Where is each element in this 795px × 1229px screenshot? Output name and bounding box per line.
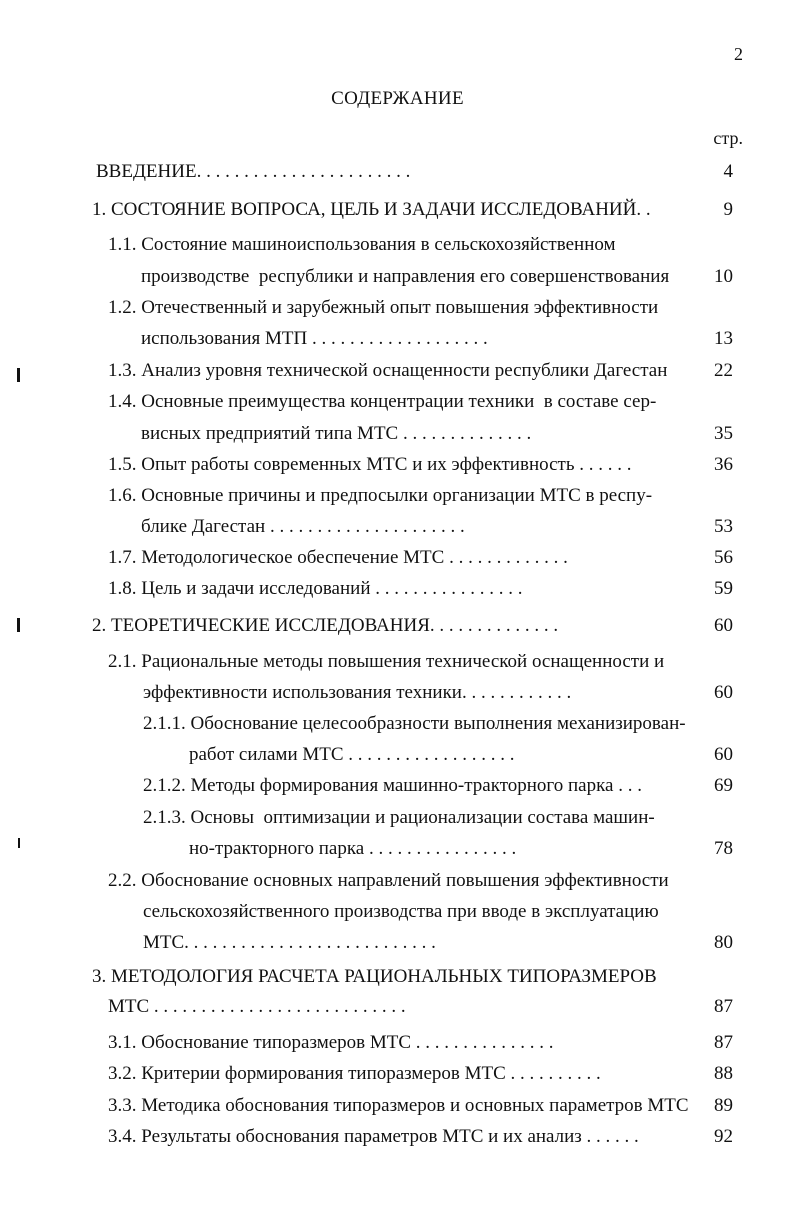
toc-entry-title: 2.1.3. Основы оптимизации и рационализации состава машин- [143,807,655,828]
toc-entry-title-cont: эффективности использования техники. . . . . . . . . . . . [143,682,572,703]
toc-entry-title: 2.2. Обоснование основных направлений повышения эффективности [108,870,669,891]
toc-entry-title: 1.4. Основные преимущества концентрации техники в составе сер- [108,391,657,412]
toc-entry-title-cont: сельскохозяйственного производства при вводе в эксплуатацию [143,901,659,922]
toc-entry-page: 10 [714,266,733,287]
toc-entry-title: 2.1.1. Обоснование целесообразности выполнения механизирован- [143,713,686,734]
toc-entry-title: 1.2. Отечественный и зарубежный опыт повышения эффективности [108,297,659,318]
toc-entry-title-cont: блике Дагестан . . . . . . . . . . . . . . . . . . . . . [141,516,465,537]
toc-entry-title-cont: висных предприятий типа МТС . . . . . . . . . . . . . . [141,423,532,444]
toc-entry-page: 89 [714,1095,733,1116]
toc-entry-title: 1.7. Методологическое обеспечение МТС . . . . . . . . . . . . . [108,547,568,568]
toc-entry-title-cont: МТС . . . . . . . . . . . . . . . . . . . . . . . . . . . [108,996,406,1017]
toc-entry-page: 92 [714,1126,733,1147]
toc-entry-title-cont: МТС. . . . . . . . . . . . . . . . . . . . . . . . . . . [143,932,436,953]
toc-entry-page: 13 [714,328,733,349]
toc-entry-title: 1.3. Анализ уровня технической оснащенности республики Дагестан [108,360,668,381]
toc-entry-page: 60 [714,615,733,636]
toc-entry-title-cont: использования МТП . . . . . . . . . . . . . . . . . . . [141,328,488,349]
toc-entry-page: 87 [714,996,733,1017]
toc-entry-title: 3.3. Методика обоснования типоразмеров и основных параметров МТС [108,1095,689,1116]
toc-entry-title-cont: но-тракторного парка . . . . . . . . . . . . . . . . [189,838,517,859]
toc-entry-page: 35 [714,423,733,444]
toc-entry-page: 36 [714,454,733,475]
toc-entry-page: 88 [714,1063,733,1084]
toc-entry-title: 2.1. Рациональные методы повышения технической оснащенности и [108,651,665,672]
toc-entry-page: 4 [723,161,733,182]
toc-entry-page: 9 [723,199,733,220]
scan-margin-mark [17,618,20,632]
toc-entry-title: 3.4. Результаты обоснования параметров МТС и их анализ . . . . . . [108,1126,639,1147]
toc-entry-title: 3.2. Критерии формирования типоразмеров МТС . . . . . . . . . . [108,1063,601,1084]
toc-entry-title: 1.5. Опыт работы современных МТС и их эффективность . . . . . . [108,454,632,475]
toc-entry-page: 53 [714,516,733,537]
toc-entry-page: 87 [714,1032,733,1053]
toc-entry-page: 60 [714,682,733,703]
toc-entry-page: 59 [714,578,733,599]
toc-entry-title-cont: производстве республики и направления его совершенствования [141,266,670,287]
page-title: СОДЕРЖАНИЕ [331,88,464,109]
toc-entry-title: 2. ТЕОРЕТИЧЕСКИЕ ИССЛЕДОВАНИЯ. . . . . . . . . . . . . . [92,615,559,636]
toc-entry-page: 80 [714,932,733,953]
toc-entry-title: 1.6. Основные причины и предпосылки организации МТС в респу- [108,485,653,506]
page-number: 2 [734,44,743,64]
toc-entry-title: ВВЕДЕНИЕ. . . . . . . . . . . . . . . . . . . . . . . [96,161,411,182]
toc-entry-title: 3.1. Обоснование типоразмеров МТС . . . . . . . . . . . . . . . [108,1032,554,1053]
toc-entry-title: 1.1. Состояние машиноиспользования в сельскохозяйственном [108,234,616,255]
toc-entry-title: 1. СОСТОЯНИЕ ВОПРОСА, ЦЕЛЬ И ЗАДАЧИ ИССЛЕДОВАНИЙ. . [92,199,651,220]
scan-margin-mark [18,838,20,848]
toc-entry-title-cont: работ силами МТС . . . . . . . . . . . . . . . . . . [189,744,515,765]
toc-entry-page: 56 [714,547,733,568]
scan-margin-mark [17,368,20,382]
toc-entry-page: 78 [714,838,733,859]
page-column-header: стр. [713,128,743,148]
toc-entry-title: 2.1.2. Методы формирования машинно-тракторного парка . . . [143,775,642,796]
toc-entry-title: 3. МЕТОДОЛОГИЯ РАСЧЕТА РАЦИОНАЛЬНЫХ ТИПОРАЗМЕРОВ [92,966,657,987]
toc-entry-page: 60 [714,744,733,765]
toc-entry-page: 69 [714,775,733,796]
toc-entry-title: 1.8. Цель и задачи исследований . . . . . . . . . . . . . . . . [108,578,523,599]
toc-entry-page: 22 [714,360,733,381]
